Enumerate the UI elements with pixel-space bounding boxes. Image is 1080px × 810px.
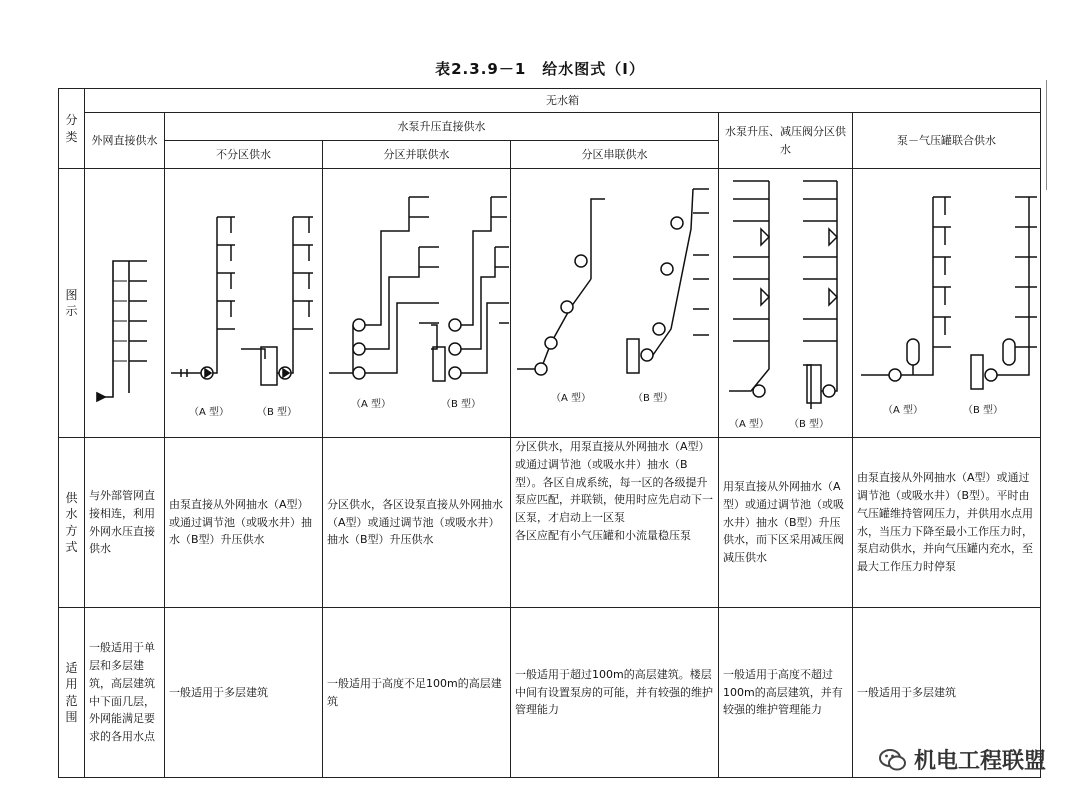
diagram-direct [85,169,165,438]
diagram-pump-tank [853,169,1041,438]
method-parallel: 分区供水，各区设泵直接从外网抽水（A型）或通过调节池（或吸水井）抽水（B型）升压供水 [323,438,511,608]
header-category: 分类 [59,89,85,169]
method-series-text: 分区供水，用泵直接从外网抽水（A型）或通过调节池（或吸水井）抽水（B型）。各区自成系统，每一区的各级提升泵应匹配，并联锁，使用时应先启动下一区泵，才启动上一区泵 [515,440,713,525]
diagram-no-zone-label-a: （A 型） [189,407,230,418]
diagram-parallel [323,169,511,438]
header-direct-supply: 外网直接供水 [85,113,165,169]
method-no-zone: 由泵直接从外网抽水（A型）或通过调节池（或吸水井）抽水（B型）升压供水 [165,438,323,608]
table-caption: 表2.3.9－1 给水图式（Ⅰ） [435,60,645,78]
diagram-no-zone-b [241,217,313,385]
header-pump-tank: 泵－气压罐联合供水 [853,113,1041,169]
header-pump-boost: 水泵升压直接供水 [165,113,719,141]
water-supply-table [58,88,1041,778]
method-reducer: 用泵直接从外网抽水（A型）或通过调节池（或吸水井）抽水（B型）升压供水，而下区采用减压阀减压供水 [719,438,853,608]
row-label-method: 供水方式 [59,438,85,608]
diagram-parallel-label-b: （B 型） [441,399,482,410]
diagram-pump-tank-label-b: （B 型） [963,405,1004,416]
diagram-reducer-label-b: （B 型） [789,419,830,430]
diagram-series-label-a: （A 型） [551,393,592,404]
diagram-parallel-label-a: （A 型） [351,399,392,410]
page-edge-line [1046,80,1047,190]
diagram-series [511,169,719,438]
diagram-no-zone-a [171,217,235,379]
header-zone-parallel: 分区并联供水 [323,141,511,169]
diagram-no-zone-label-b: （B 型） [257,407,298,418]
watermark [878,744,1046,775]
method-direct: 与外部管网直接相连，利用外网水压直接供水 [85,438,165,608]
wechat-icon [878,745,908,775]
row-label-scope: 适用范围 [59,608,85,778]
diagram-no-zone [165,169,323,438]
header-no-tank: 无水箱 [85,89,1041,113]
diagram-series-label-b: （B 型） [633,393,674,404]
header-zone-series: 分区串联供水 [511,141,719,169]
method-tank: 由泵直接从外网抽水（A型）或通过调节池（或吸水井）（B型）。平时由气压罐维持管网压力，并供用水点用水，当压力下降至最小工作压力时，泵启动供水，并向气压罐内充水，至最大工作压力时停泵 [853,438,1041,608]
scope-series: 一般适用于超过100m的高层建筑。楼层中间有设置泵房的可能，并有较强的维护管理能力 [511,608,719,778]
diagram-reducer [719,169,853,438]
diagram-reducer-label-a: （A 型） [729,419,770,430]
row-label-diagram: 图 示 [59,169,85,438]
diagram-pump-tank-label-a: （A 型） [883,405,924,416]
scope-reducer: 一般适用于高度不超过100m的高层建筑，并有较强的维护管理能力 [719,608,853,778]
scope-no-zone: 一般适用于多层建筑 [165,608,323,778]
scope-direct: 一般适用于单层和多层建筑，高层建筑中下面几层，外网能满足要求的各用水点 [85,608,165,778]
header-pump-reducer: 水泵升压、减压阀分区供水 [719,113,853,169]
scope-parallel: 一般适用于高度不足100m的高层建筑 [323,608,511,778]
method-series [511,438,719,608]
method-series-note: 各区应配有小气压罐和小流量稳压泵 [515,529,691,543]
watermark-text: 机电工程联盟 [913,749,1046,774]
header-no-zone: 不分区供水 [165,141,323,169]
scope-tank: 一般适用于多层建筑 [853,608,1041,778]
